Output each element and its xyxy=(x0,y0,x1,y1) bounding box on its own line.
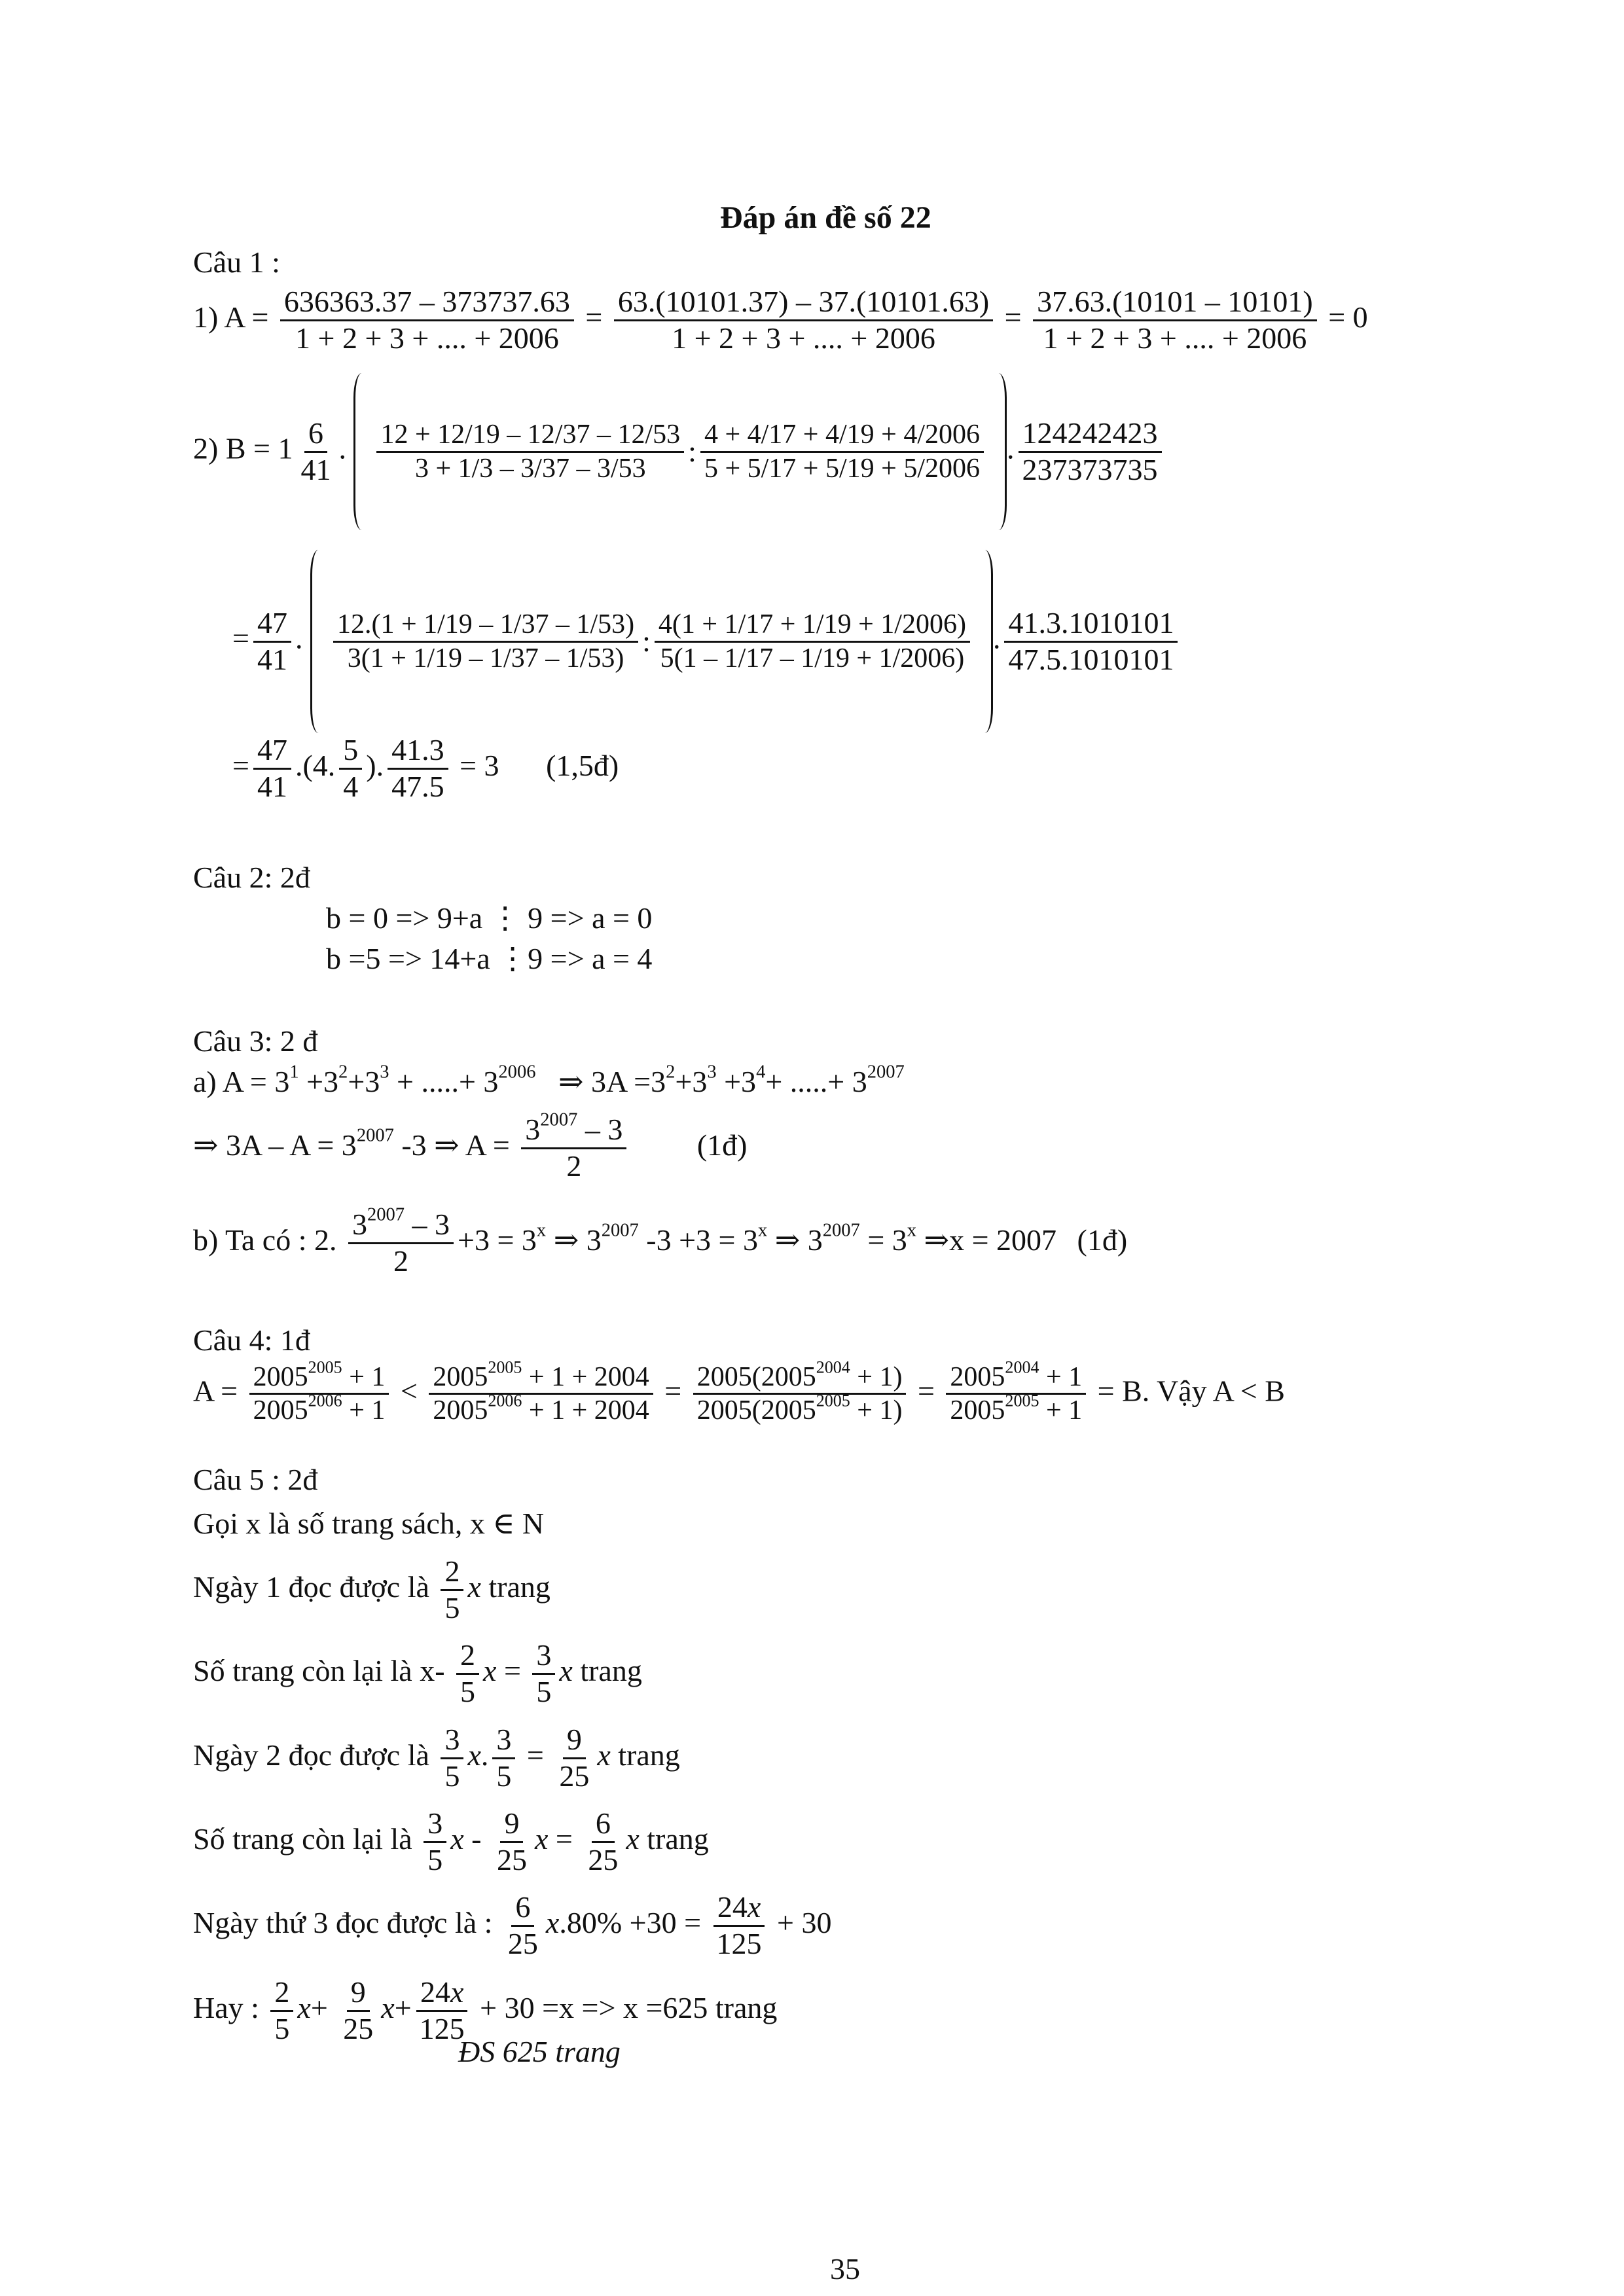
q1-s2-ratio-den: 47.5.1010101 xyxy=(1008,642,1174,676)
q5-l2-pre: Ngày 1 đọc được là xyxy=(193,1570,429,1604)
q5-l7-pre: Hay : xyxy=(193,1990,259,2024)
q5-l3-post: trang xyxy=(580,1653,642,1687)
q1-a-f2-numerator: 63.(10101.37) – 37.(10101.63) xyxy=(614,285,993,321)
q2-heading: Câu 2: 2đ xyxy=(193,861,310,894)
q4-fraction-2: $\frac{2005^{2005} + 1 + 2004}{2005^{2006} + 1 + 2004}$ xyxy=(429,1361,653,1427)
q5-l5-post: trang xyxy=(647,1821,709,1856)
q1-s2-f47-den: 41 xyxy=(257,642,287,676)
q3-b-left: b) Ta có : 2. xyxy=(193,1223,337,1257)
q1-s3-f3-den: 47.5 xyxy=(391,769,444,803)
q2-line-1: b = 0 => 9+a ⋮ 9 => a = 0 xyxy=(326,901,653,935)
q3-a2-score: (1đ) xyxy=(696,1128,748,1162)
q1-a-fraction-3 xyxy=(1033,285,1317,356)
q1-b-ratio-num: 124242423 xyxy=(1019,416,1162,453)
q1-s3-f2-den: 4 xyxy=(343,769,359,803)
q3-b-num-tail: – 3 xyxy=(405,1208,450,1241)
q3-a-3A: 3A =3 xyxy=(591,1065,666,1098)
q1-b-ratio-den: 237373735 xyxy=(1022,452,1158,486)
q1-b-six-over-41 xyxy=(297,416,334,488)
q4-conclusion: = B. Vậy A < B xyxy=(1097,1374,1285,1408)
q3-exp-2006: 2006 xyxy=(498,1062,536,1083)
q5-heading: Câu 5 : 2đ xyxy=(193,1463,318,1496)
q1-a-fraction-1 xyxy=(280,285,574,356)
q1-b-prefix: 2) B = 1 xyxy=(193,431,293,465)
q5-line-2: Ngày 1 đọc được là $\frac{2}{5}$ x trang xyxy=(193,1554,550,1624)
q5-l7-post: + 30 =x => x =625 trang xyxy=(480,1990,778,2024)
q1-heading: Câu 1 : xyxy=(193,245,280,279)
q4-prefix: A = xyxy=(193,1374,238,1408)
q1-s2-big1-bottom: 3(1 + 1/19 – 1/37 – 1/53) xyxy=(347,643,624,673)
q1-b-big1-top: 12 + 12/19 – 12/37 – 12/53 xyxy=(376,419,684,452)
q3-b-num-exp: 2007 xyxy=(367,1204,405,1225)
q1-a-result: = 0 xyxy=(1328,300,1368,334)
q1-s3-f1-num: 47 xyxy=(253,733,291,770)
q5-l4-post: trang xyxy=(618,1738,680,1772)
q4-inequality: A = $\frac{2005^{2005} + 1}{2005^{2006} + 1}$ < $\frac{2005^{2005} + 1 + 2004}{2005^{2006} + 1 + 2004}$ = $\frac{2005(2005^{2004} + 1)}{2005(2005^{2005} + 1)}$ = $\frac{2005^{2004} + 1}{2005^{2005} + 1}$ = B. Vậy A < B xyxy=(193,1357,1285,1426)
q3-b-exp-a: 2007 xyxy=(601,1220,639,1241)
q1-s3-f2-num: 5 xyxy=(339,733,362,770)
q3-a2-mid: -3 ⇒ A = xyxy=(393,1128,510,1162)
q1-s3-f3-num: 41.3 xyxy=(388,733,448,770)
q3-b-num: 3 xyxy=(352,1208,367,1241)
q1-s2-big-fraction-2 xyxy=(655,609,970,674)
q1-b-step-2: = $\frac{47}{41}$ . $\frac{12.(1 + 1/19 - 1/37 - 1/53)}{3(1 + 1/19 - 1/37 - 1/53)}$ : $\frac{4(1 + 1/17 + 1/19 + 1/2006)}{5(1 - 1/17 - 1/19 + 1/2006)}$ . $\frac{41.3.1010101}{47.5.1010101}$ xyxy=(232,550,1182,733)
q1-a-f3-numerator: 37.63.(10101 – 10101) xyxy=(1033,285,1317,321)
q1-b-big2-bottom: 5 + 5/17 + 5/19 + 5/2006 xyxy=(704,453,981,484)
q5-line-4: Ngày 2 đọc được là $\frac{3}{5}$ x. $\frac{3}{5}$ = $\frac{9}{25}$ x trang xyxy=(193,1723,680,1793)
q1-s3-score: (1,5đ) xyxy=(546,748,619,782)
q3-b-line: b) Ta có : 2. $\frac{3^{2007} - 3}{2}$ $+3 = 3^x$ ⇒ $3^{2007}$ $-3 +3 = 3^x$ ⇒ $3^{2007} = 3^x$ ⇒x = 2007 (1đ) xyxy=(193,1204,1128,1278)
q5-answer: ĐS 625 trang xyxy=(458,2035,621,2068)
q1-s2-ratio-num: 41.3.1010101 xyxy=(1004,606,1178,643)
q5-line-1: Gọi x là số trang sách, x ∈ N xyxy=(193,1507,545,1540)
q3-a2-den: 2 xyxy=(566,1149,582,1183)
q3-exp-2007: 2007 xyxy=(867,1062,905,1083)
q1-s3-frac-3 xyxy=(388,733,448,804)
q1-s2-big1-top: 12.(1 + 1/19 – 1/37 – 1/53) xyxy=(333,609,638,642)
q3-b-exp-b: 2007 xyxy=(822,1220,860,1241)
q1-s2-big2-top: 4(1 + 1/17 + 1/19 + 1/2006) xyxy=(655,609,970,642)
q5-l3-pre: Số trang còn lại là x- xyxy=(193,1653,445,1687)
q4-fraction-3: $\frac{2005(2005^{2004} + 1)}{2005(2005^{2005} + 1)}$ xyxy=(693,1361,907,1427)
q1-b-f6-num: 6 xyxy=(304,416,327,453)
q3-a2-fraction xyxy=(521,1109,626,1184)
q1-b-bracket: $\frac{12 + 12/19 - 12/37 - 12/53}{3 + 1/3 - 3/37 - 3/53}$ : $\frac{4 + 4/17 + 4/19 + 4/2006}{5 + 5/17 + 5/19 + 5/2006}$ xyxy=(353,373,1007,530)
q1-s2-big-fraction-1 xyxy=(333,609,638,674)
q5-line-3: Số trang còn lại là x- $\frac{2}{5}$ x = $\frac{3}{5}$ x trang xyxy=(193,1638,642,1708)
q1-b-big-fraction-1 xyxy=(376,419,684,484)
q3-a-line-1: a) $A = 3^1 +3^2+3^3$ + .....+ $3^{2006}$ ⇒ $3A =3^2+3^3 +3^4+$ .....+ $3^{2007}$ xyxy=(193,1062,905,1098)
q3-b-fraction xyxy=(348,1204,454,1279)
q1-part-b: 2) B = 1 $\frac{6}{41}$ . $\frac{12 + 12/19 - 12/37 - 12/53}{3 + 1/3 - 3/37 - 3/53}$ : $\frac{4 + 4/17 + 4/19 + 4/2006}{5 + 5/17 + 5/19 + 5/2006}$ . $\frac{124242423}{237373735}$ xyxy=(193,373,1166,530)
q1-a-f2-denominator: 1 + 2 + 3 + .... + 2006 xyxy=(672,321,935,355)
q5-line-6: Ngày thứ 3 đọc được là : $\frac{6}{25}$ x.80% +30 = $\frac{24x}{125}$ + 30 xyxy=(193,1890,832,1960)
page-number: 35 xyxy=(830,2252,860,2286)
q1-s2-ratio xyxy=(1004,606,1178,677)
q1-s2-f47-num: 47 xyxy=(253,606,291,643)
q1-s3-frac-2 xyxy=(339,733,362,804)
q5-line-5: Số trang còn lại là $\frac{3}{5}$ x - $\frac{9}{25}$ x = $\frac{6}{25}$ x trang xyxy=(193,1806,709,1876)
q1-s2-big2-bottom: 5(1 – 1/17 – 1/19 + 1/2006) xyxy=(660,643,965,673)
page-title: Đáp án đề số 22 xyxy=(720,200,931,235)
q1-b-big1-bottom: 3 + 1/3 – 3/37 – 3/53 xyxy=(414,453,646,484)
q3-a-line-2 xyxy=(193,1109,748,1184)
q1-s2-bracket: $\frac{12.(1 + 1/19 - 1/37 - 1/53)}{3(1 + 1/19 - 1/37 - 1/53)}$ : $\frac{4(1 + 1/17 + 1/19 + 1/2006)}{5(1 - 1/17 - 1/19 + 1/2006)}$ xyxy=(310,550,993,733)
q1-a-prefix: 1) A = xyxy=(193,300,269,334)
q4-heading: Câu 4: 1đ xyxy=(193,1323,310,1357)
q1-b-step-3: = $\frac{47}{41}$ .(4. $\frac{5}{4}$ ). $\frac{41.3}{47.5}$ = 3 (1,5đ) xyxy=(232,733,619,803)
q1-part-a: 1) A = $\frac{636363.37 - 373737.63}{1 + 2 + 3 + .... + 2006}$ = $\frac{63.(10101.37) - 37.(10101.63)}{1 + 2 + 3 + .... + 2006}$ = $\frac{37.63.(10101 - 10101)}{1 + 2 + 3 + .... + 2006}$ = 0 xyxy=(193,285,1368,355)
q1-s3-result: = 3 xyxy=(460,748,499,782)
q5-l2-post: trang xyxy=(488,1570,550,1604)
q5-l6-post: + 30 xyxy=(777,1905,832,1939)
q1-b-ratio xyxy=(1019,416,1162,488)
q3-a-left: a) A = 3 xyxy=(193,1065,290,1098)
q5-l4-pre: Ngày 2 đọc được là xyxy=(193,1738,429,1772)
q3-b-den: 2 xyxy=(393,1244,409,1278)
q3-b-rest: +3 = 3 xyxy=(458,1223,537,1257)
q4-fraction-1: $\frac{2005^{2005} + 1}{2005^{2006} + 1}$ xyxy=(249,1361,389,1427)
q5-l6-mid: .80% +30 = xyxy=(559,1905,702,1939)
q3-heading: Câu 3: 2 đ xyxy=(193,1024,318,1058)
q1-s3-frac-1 xyxy=(253,733,291,804)
q1-b-big2-top: 4 + 4/17 + 4/19 + 4/2006 xyxy=(700,419,984,452)
q1-a-f1-numerator: 636363.37 – 373737.63 xyxy=(280,285,574,321)
q1-a-f1-denominator: 1 + 2 + 3 + .... + 2006 xyxy=(295,321,559,355)
q5-l5-pre: Số trang còn lại là xyxy=(193,1821,412,1856)
q1-b-big-fraction-2 xyxy=(700,419,984,484)
q2-line-2: b =5 => 14+a ⋮9 => a = 4 xyxy=(326,942,653,975)
q3-a2-num-tail: – 3 xyxy=(577,1113,623,1146)
q3-a2-left: ⇒ 3A – A = 3 xyxy=(193,1128,357,1162)
q4-fraction-4: $\frac{2005^{2004} + 1}{2005^{2005} + 1}$ xyxy=(946,1361,1086,1427)
q5-l6-pre: Ngày thứ 3 đọc được là : xyxy=(193,1905,493,1939)
q3-a2-num-exp: 2007 xyxy=(540,1109,578,1130)
q5-line-7: Hay : $\frac{2}{5}$ x+ $\frac{9}{25}$ x+ $\frac{24x}{125}$ + 30 =x => x =625 trang xyxy=(193,1975,778,2045)
q1-a-fraction-2 xyxy=(614,285,993,356)
q1-b-f6-den: 41 xyxy=(300,452,331,486)
q3-b-score: (1đ) xyxy=(1077,1223,1128,1257)
q1-s2-47-over-41 xyxy=(253,606,291,677)
q3-a2-exp: 2007 xyxy=(356,1125,394,1146)
q1-s3-mid: .(4. xyxy=(295,748,336,782)
q1-s3-f1-den: 41 xyxy=(257,769,287,803)
q1-a-f3-denominator: 1 + 2 + 3 + .... + 2006 xyxy=(1043,321,1307,355)
q1-s3-mid2: ). xyxy=(366,748,384,782)
q3-a2-num: 3 xyxy=(525,1113,541,1146)
